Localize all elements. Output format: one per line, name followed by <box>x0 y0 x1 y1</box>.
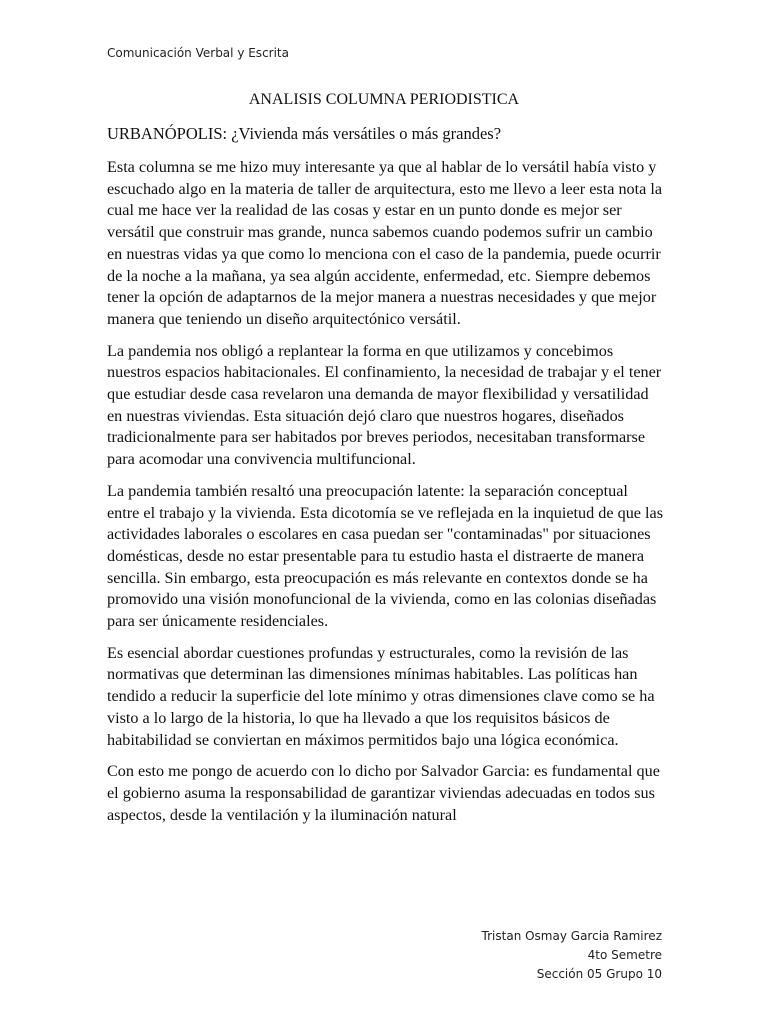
paragraph-4: Es esencial abordar cuestiones profundas y estructurales, como la revisión de las normativas que determinan las dimensiones mínimas habitables. Las políticas han tendido a reducir la superficie del lote mínimo y otras dimensiones clave como se ha visto a lo largo de la historia, lo que ha llevado a que los requisitos básicos de habitabilidad se conviertan en máximos permitidos bajo una lógica económica. <box>107 643 655 749</box>
paragraph-3: La pandemia también resaltó una preocupación latente: la separación conceptual entre el trabajo y la vivienda. Esta dicotomía se ve reflejada en la inquietud de que las actividades laborales o escolares en casa puedan ser "contaminadas" por situaciones domésticas, desde no estar presentable para tu estudio hasta el distraerte de manera sencilla. Sin embargo, esta preocupación es más relevante en contextos donde se ha promovido una visión monofuncional de la vivienda, como en las colonias diseñadas para ser únicamente residenciales. <box>107 481 664 631</box>
signature-block <box>482 927 662 984</box>
paragraph-2: La pandemia nos obligó a replantear la forma en que utilizamos y concebimos nuestros espacios habitacionales. El confinamiento, la necesidad de trabajar y el tener que estudiar desde casa revelaron una demanda de mayor flexibilidad y versatilidad en nuestras viviendas. Esta situación dejó claro que nuestros hogares, diseñados tradicionalmente para ser habitados por breves periodos, necesitaban transformarse para acomodar una convivencia multifuncional. <box>107 341 662 469</box>
paragraph-5: Con esto me pongo de acuerdo con lo dicho por Salvador Garcia: es fundamental que el gobierno asuma la responsabilidad de garantizar viviendas adecuadas en todos sus aspectos, desde la ventilación y la iluminación natural <box>107 762 660 824</box>
paragraph-1: Esta columna se me hizo muy interesante ya que al hablar de lo versátil había visto y escuchado algo en la materia de taller de arquitectura, esto me llevo a leer esta nota la cual me hace ver la realidad de las cosas y estar en un punto donde es mejor ser versátil que construir mas grande, nunca sabemos cuando podemos sufrir un cambio en nuestras vidas ya que como lo menciona con el caso de la pandemia, puede ocurrir de la noche a la mañana, ya sea algún accidente, enfermedad, etc. Siempre debemos tener la opción de adaptarnos de la mejor manera a nuestras necesidades y que mejor manera que teniendo un diseño arquitectónico versátil. <box>107 158 663 328</box>
author-section: Sección 05 Grupo 10 <box>536 967 662 981</box>
author-name: Tristan Osmay Garcia Ramirez <box>481 929 662 943</box>
body-text <box>107 157 663 836</box>
author-semester: 4to Semetre <box>587 948 662 962</box>
column-subtitle: URBANÓPOLIS: ¿Vivienda más versátiles o más grandes? <box>107 124 502 143</box>
document-title: ANALISIS COLUMNA PERIODISTICA <box>248 91 520 108</box>
running-header-course: Comunicación Verbal y Escrita <box>107 46 289 60</box>
